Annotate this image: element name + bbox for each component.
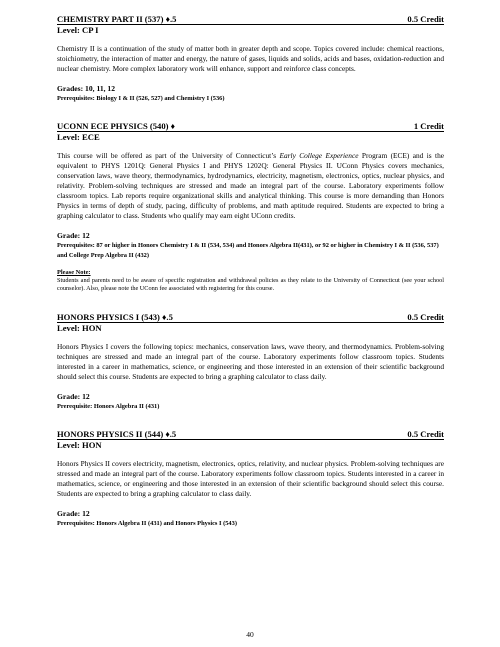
course-prerequisites: Prerequisite: Honors Algebra II (431) <box>57 403 160 411</box>
course-title: HONORS PHYSICS I (543) ♦.5 <box>57 312 173 323</box>
course-prerequisites: Prerequisites: Honors Algebra II (431) and Honors Physics I (543) <box>57 520 237 528</box>
page-number: 40 <box>246 630 254 639</box>
course-level: Level: HON <box>57 323 102 334</box>
note-text: Students and parents need to be aware of specific registration and withdrawal policies as they relate to the University of Connecticut (see your school counselor). Also, please note the UConn fee associated with registering for this course. <box>57 276 444 293</box>
description-emphasis: Early College Experience <box>279 150 359 160</box>
course-description: Honors Physics II covers electricity, magnetism, electronics, optics, relativity, and nuclear physics. Problem-solving techniques are stressed and made an integral part of the course. Laboratory experiments follow classroom topics. Students interested in a career in mathematics, science, or engineering and those interested in an extension of their scientific background should select this course. Students are expected to bring a graphing calculator to class daily. <box>57 458 444 498</box>
course-level: Level: ECE <box>57 131 100 142</box>
description-text: Program (ECE) and is the equivalent to PHYS 1201Q: General Physics I and PHYS 1202Q: General Physics II. UConn Physics covers mechanics, conservation laws, wave theory, thermodynamics, hydrodynamics, electricity, magnetism, electronics, optics, nuclear physics, and relativity. Problem-solving techniques are stressed and made an integral part of the course. Laboratory experiments follow classroom topics. Lab reports require organizational skills and analytical thinking. This course is more demanding than Honors Physics in terms of depth of study, pacing, difficulty of problems, and math aptitude required. Students are expected to bring a graphing calculator to class. Students who qualify may earn eight UConn credits. <box>57 150 444 221</box>
course-description <box>57 151 444 222</box>
course-uconn-ece-physics <box>57 121 444 294</box>
course-title: CHEMISTRY PART II (537) ♦.5 <box>57 14 177 24</box>
course-catalog-page <box>57 14 444 528</box>
course-chemistry-part-ii <box>57 14 444 104</box>
course-credit: 1 Credit <box>413 120 444 131</box>
course-credit: 0.5 Credit <box>407 428 444 439</box>
course-grades: Grades: 10, 11, 12 <box>57 84 116 94</box>
course-header <box>57 429 444 440</box>
course-header <box>57 121 444 132</box>
course-header <box>57 312 444 323</box>
course-credit: 0.5 Credit <box>407 14 444 24</box>
description-text: This course will be offered as part of the University of Connecticut’s <box>57 150 280 160</box>
course-prerequisites: Prerequisites: 87 or higher in Honors Chemistry I & II (534, 534) and Honors Algebra II(431), or 92 or higher in Chemistry I & II (536, 537) and College Prep Algebra II (432) <box>57 242 439 259</box>
course-level: Level: HON <box>57 439 102 450</box>
course-honors-physics-i <box>57 312 444 412</box>
course-grades: Grade: 12 <box>57 231 90 241</box>
course-level: Level: CP I <box>57 25 99 35</box>
course-grades: Grade: 12 <box>57 509 90 519</box>
course-header <box>57 14 444 25</box>
course-description: Honors Physics I covers the following topics: mechanics, conservation laws, wave theory, and thermodynamics. Problem-solving techniques are stressed and made an integral part of the course. Laboratory experiments follow classroom topics. Students interested in a career in mathematics, science, or engineering and those interested in an extension of their scientific background should select this course. Students are expected to bring a graphing calculator to class daily. <box>57 342 444 382</box>
note-title: Please Note: <box>57 268 91 276</box>
course-title: UCONN ECE PHYSICS (540) ♦ <box>57 120 176 131</box>
course-description: Chemistry II is a continuation of the study of matter both in greater depth and scope. Topics covered include: chemical reactions, stoichiometry, the interaction of matter and energy, the nature of gases, liquids and solids, acids and bases, oxidation-reduction and nuclear chemistry. More complex laboratory work will enhance, support and reinforce class concepts. <box>57 44 444 74</box>
course-prerequisites: Prerequisites: Biology I & II (526, 527) and Chemistry I (536) <box>57 95 225 103</box>
course-grades: Grade: 12 <box>57 392 90 402</box>
course-honors-physics-ii <box>57 429 444 529</box>
course-title: HONORS PHYSICS II (544) ♦.5 <box>57 428 177 439</box>
course-credit: 0.5 Credit <box>407 312 444 323</box>
